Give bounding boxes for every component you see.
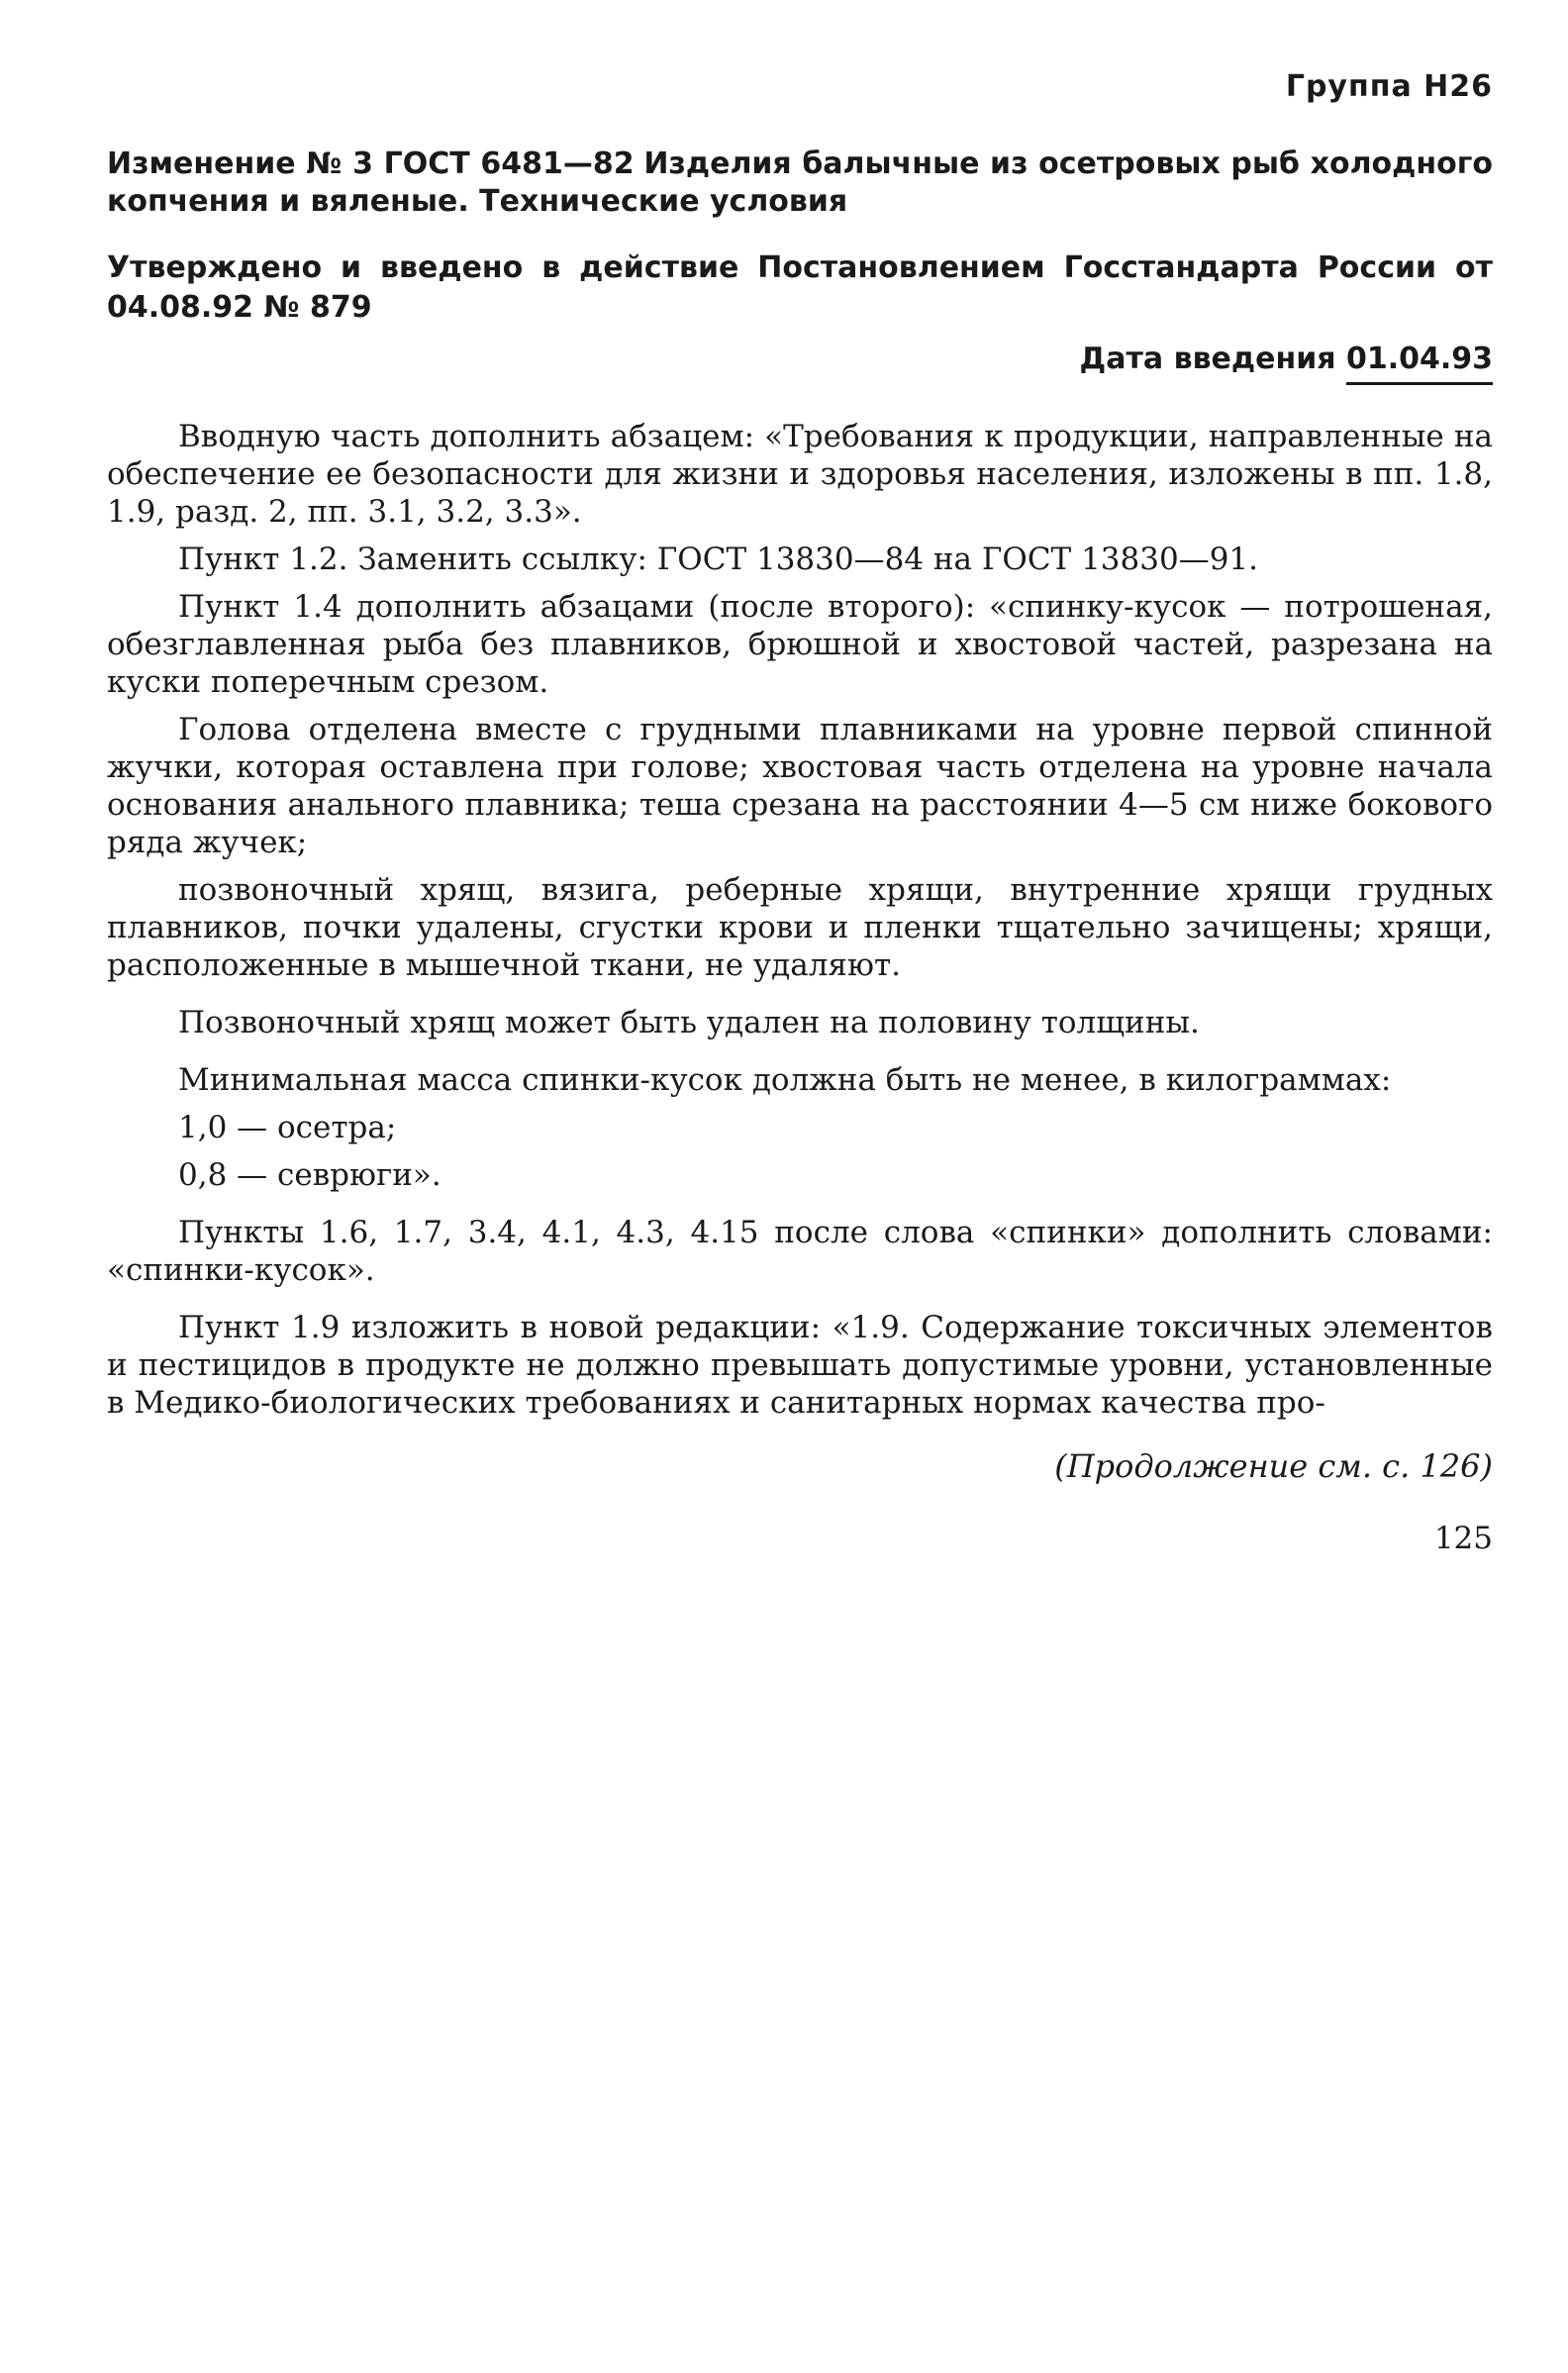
introduction-date [107, 342, 1493, 376]
approval-statement: Утверждено и введено в действие Постановлением Госстандарта России от 04.08.92 № 879 [107, 250, 1493, 325]
list-item: 0,8 — севрюги». [178, 1157, 441, 1193]
document-body [107, 418, 1493, 1422]
paragraph: Пункт 1.9 изложить в новой редакции: «1.9. Содержание токсичных элементов и пестицидов в продукте не должно превышать допустимые уровни, установленные в Медико-биологических требованиях и санитарных нормах качества про- [107, 1310, 1493, 1421]
group-code: Группа Н26 [1285, 69, 1493, 104]
paragraph: Позвоночный хрящ может быть удален на половину толщины. [178, 1005, 1200, 1040]
paragraph: Пункт 1.2. Заменить ссылку: ГОСТ 13830—84 на ГОСТ 13830—91. [178, 542, 1258, 577]
list-item: 1,0 — осетра; [178, 1110, 397, 1145]
document-page [107, 69, 1493, 1556]
change-label: Изменение № 3 ГОСТ 6481—82 [107, 147, 635, 181]
paragraph: Голова отделена вместе с грудными плавниками на уровне первой спинной жучки, которая оставлена при голове; хвостовая часть отделена на уровне начала основания анального плавника; теша срезана на расстоянии 4—5 см ниже бокового ряда жучек; [107, 712, 1493, 860]
introduction-date-label: Дата введения [1079, 342, 1336, 376]
paragraph: Минимальная масса спинки-кусок должна быть не менее, в килограммах: [178, 1062, 1392, 1098]
continuation-note: (Продолжение см. с. 126) [1054, 1447, 1493, 1485]
page-number: 125 [1433, 1521, 1493, 1556]
change-title: Изделия балычные из осетровых рыб холодного копчения и вяленые. Технические условия [107, 147, 1494, 219]
paragraph: Вводную часть дополнить абзацем: «Требования к продукции, направленные на обеспечение ее безопасности для жизни и здоровья населения, изложены в пп. 1.8, 1.9, разд. 2, пп. 3.1, 3.2, 3.3». [107, 419, 1493, 530]
paragraph: Пункты 1.6, 1.7, 3.4, 4.1, 4.3, 4.15 после слова «спинки» дополнить словами: «спинки-кусок». [107, 1215, 1493, 1288]
paragraph: позвоночный хрящ, вязига, реберные хрящи, внутренние хрящи грудных плавников, почки удалены, сгустки крови и пленки тщательно зачищены; хрящи, расположенные в мышечной ткани, не удаляют. [107, 872, 1493, 983]
paragraph: Пункт 1.4 дополнить абзацами (после второго): «спинку-кусок — потрошеная, обезглавленная рыба без плавников, брюшной и хвостовой частей, разрезана на куски поперечным срезом. [107, 589, 1493, 700]
change-heading [107, 146, 1493, 221]
introduction-date-value: 01.04.93 [1346, 342, 1493, 385]
